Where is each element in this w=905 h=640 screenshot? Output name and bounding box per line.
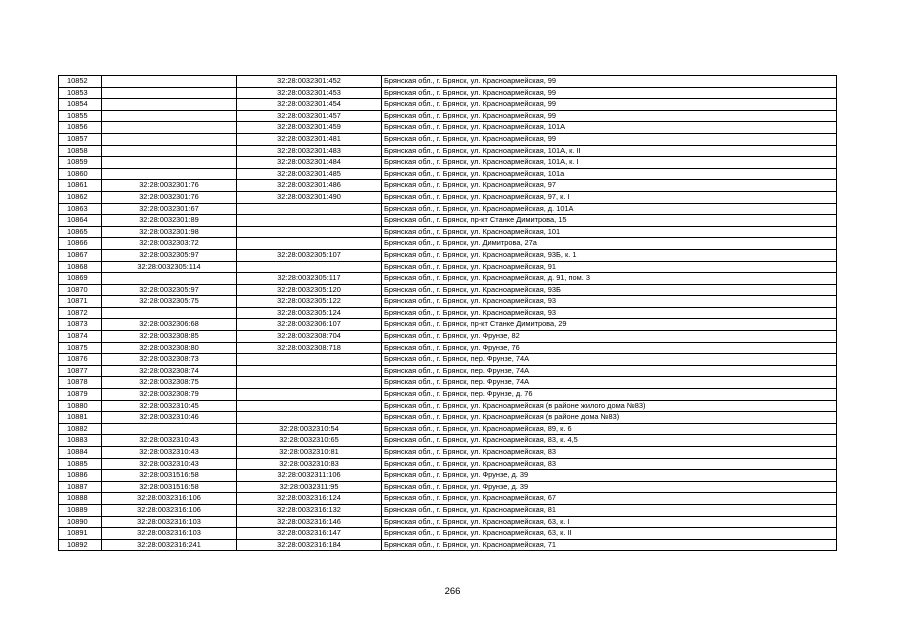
address-cell: Брянская обл., г. Брянск, ул. Димитрова, 27а: [382, 238, 837, 250]
parcel-number-cell: 32:28:0032301:76: [102, 180, 237, 192]
object-number-cell: 32:28:0032301:452: [237, 76, 382, 88]
object-number-cell: [237, 400, 382, 412]
row-number-cell: 10869: [59, 273, 102, 285]
parcel-number-cell: 32:28:0032310:43: [102, 435, 237, 447]
table-row: [59, 377, 837, 389]
parcel-number-cell: 32:28:0032305:97: [102, 284, 237, 296]
object-number-cell: [237, 261, 382, 273]
row-number-cell: 10886: [59, 470, 102, 482]
row-number-cell: 10861: [59, 180, 102, 192]
table-row: [59, 87, 837, 99]
object-number-cell: 32:28:0032311:106: [237, 470, 382, 482]
parcel-number-cell: [102, 99, 237, 111]
address-cell: Брянская обл., г. Брянск, пер. Фрунзе, 74А: [382, 354, 837, 366]
object-number-cell: 32:28:0032301:490: [237, 191, 382, 203]
row-number-cell: 10864: [59, 215, 102, 227]
row-number-cell: 10875: [59, 342, 102, 354]
address-cell: Брянская обл., г. Брянск, ул. Фрунзе, 76: [382, 342, 837, 354]
table-row: [59, 504, 837, 516]
parcel-number-cell: [102, 76, 237, 88]
row-number-cell: 10879: [59, 389, 102, 401]
parcel-number-cell: 32:28:0032316:106: [102, 504, 237, 516]
object-number-cell: 32:28:0032316:124: [237, 493, 382, 505]
address-cell: Брянская обл., г. Брянск, ул. Красноармейская (в районе жилого дома №83): [382, 400, 837, 412]
table-row: [59, 400, 837, 412]
parcel-number-cell: [102, 145, 237, 157]
table-row: [59, 157, 837, 169]
table-row: [59, 447, 837, 459]
address-cell: Брянская обл., г. Брянск, ул. Красноармейская, 93: [382, 296, 837, 308]
address-cell: Брянская обл., г. Брянск, ул. Красноармейская, 91: [382, 261, 837, 273]
table-row: [59, 99, 837, 111]
table-row: [59, 261, 837, 273]
address-cell: Брянская обл., г. Брянск, ул. Красноармейская, 71: [382, 539, 837, 551]
object-number-cell: 32:28:0032301:484: [237, 157, 382, 169]
table-row: [59, 180, 837, 192]
parcel-number-cell: 32:28:0032306:68: [102, 319, 237, 331]
address-cell: Брянская обл., г. Брянск, ул. Красноармейская, 99: [382, 87, 837, 99]
row-number-cell: 10862: [59, 191, 102, 203]
object-number-cell: [237, 412, 382, 424]
row-number-cell: 10888: [59, 493, 102, 505]
parcel-number-cell: 32:28:0032303:72: [102, 238, 237, 250]
table-row: [59, 203, 837, 215]
object-number-cell: 32:28:0032306:107: [237, 319, 382, 331]
table-row: [59, 423, 837, 435]
row-number-cell: 10890: [59, 516, 102, 528]
table-row: [59, 296, 837, 308]
object-number-cell: [237, 389, 382, 401]
address-cell: Брянская обл., г. Брянск, ул. Красноармейская, 83, к. 4,5: [382, 435, 837, 447]
object-number-cell: [237, 203, 382, 215]
row-number-cell: 10871: [59, 296, 102, 308]
row-number-cell: 10859: [59, 157, 102, 169]
table-row: [59, 76, 837, 88]
parcel-number-cell: [102, 423, 237, 435]
object-number-cell: [237, 377, 382, 389]
table-row: [59, 284, 837, 296]
object-number-cell: 32:28:0032310:83: [237, 458, 382, 470]
row-number-cell: 10872: [59, 307, 102, 319]
parcel-number-cell: 32:28:0032301:89: [102, 215, 237, 227]
registry-table: [58, 75, 837, 551]
address-cell: Брянская обл., г. Брянск, ул. Красноармейская, 101А: [382, 122, 837, 134]
registry-body: [59, 76, 837, 551]
table-row: [59, 354, 837, 366]
address-cell: Брянская обл., г. Брянск, ул. Красноармейская, 67: [382, 493, 837, 505]
object-number-cell: 32:28:0032316:146: [237, 516, 382, 528]
address-cell: Брянская обл., г. Брянск, ул. Красноармейская, 97, к. I: [382, 191, 837, 203]
parcel-number-cell: [102, 110, 237, 122]
row-number-cell: 10887: [59, 481, 102, 493]
object-number-cell: 32:28:0032316:147: [237, 528, 382, 540]
address-cell: Брянская обл., г. Брянск, ул. Фрунзе, д. 39: [382, 470, 837, 482]
object-number-cell: [237, 215, 382, 227]
parcel-number-cell: 32:28:0032305:114: [102, 261, 237, 273]
row-number-cell: 10883: [59, 435, 102, 447]
address-cell: Брянская обл., г. Брянск, ул. Красноармейская, 99: [382, 99, 837, 111]
parcel-number-cell: 32:28:0032316:106: [102, 493, 237, 505]
address-cell: Брянская обл., г. Брянск, ул. Красноармейская, 83: [382, 458, 837, 470]
object-number-cell: 32:28:0032305:117: [237, 273, 382, 285]
address-cell: Брянская обл., г. Брянск, ул. Красноармейская, 101А, к. II: [382, 145, 837, 157]
address-cell: Брянская обл., г. Брянск, ул. Красноармейская, 93: [382, 307, 837, 319]
address-cell: Брянская обл., г. Брянск, ул. Красноармейская (в районе дома №83): [382, 412, 837, 424]
table-row: [59, 168, 837, 180]
table-row: [59, 145, 837, 157]
object-number-cell: 32:28:0032305:120: [237, 284, 382, 296]
parcel-number-cell: 32:28:0032310:43: [102, 458, 237, 470]
object-number-cell: 32:28:0032301:453: [237, 87, 382, 99]
parcel-number-cell: 32:28:0032308:74: [102, 365, 237, 377]
row-number-cell: 10858: [59, 145, 102, 157]
address-cell: Брянская обл., г. Брянск, ул. Красноармейская, 63, к. I: [382, 516, 837, 528]
object-number-cell: [237, 226, 382, 238]
row-number-cell: 10878: [59, 377, 102, 389]
table-row: [59, 412, 837, 424]
address-cell: Брянская обл., г. Брянск, пер. Фрунзе, 74А: [382, 377, 837, 389]
table-row: [59, 307, 837, 319]
table-row: [59, 122, 837, 134]
parcel-number-cell: [102, 87, 237, 99]
row-number-cell: 10882: [59, 423, 102, 435]
object-number-cell: 32:28:0032301:486: [237, 180, 382, 192]
row-number-cell: 10855: [59, 110, 102, 122]
parcel-number-cell: [102, 168, 237, 180]
parcel-number-cell: 32:28:0032308:79: [102, 389, 237, 401]
parcel-number-cell: 32:28:0032316:103: [102, 528, 237, 540]
table-row: [59, 365, 837, 377]
object-number-cell: 32:28:0032301:459: [237, 122, 382, 134]
address-cell: Брянская обл., г. Брянск, ул. Красноармейская, 97: [382, 180, 837, 192]
page-number: 266: [444, 586, 461, 597]
parcel-number-cell: 32:28:0032308:85: [102, 331, 237, 343]
table-row: [59, 435, 837, 447]
row-number-cell: 10865: [59, 226, 102, 238]
table-row: [59, 249, 837, 261]
parcel-number-cell: [102, 157, 237, 169]
table-row: [59, 191, 837, 203]
address-cell: Брянская обл., г. Брянск, ул. Красноармейская, 101: [382, 226, 837, 238]
object-number-cell: 32:28:0032310:65: [237, 435, 382, 447]
parcel-number-cell: 32:28:0032305:75: [102, 296, 237, 308]
object-number-cell: 32:28:0032316:184: [237, 539, 382, 551]
address-cell: Брянская обл., г. Брянск, ул. Красноармейская, 93Б: [382, 284, 837, 296]
table-row: [59, 516, 837, 528]
table-row: [59, 133, 837, 145]
object-number-cell: 32:28:0032310:54: [237, 423, 382, 435]
row-number-cell: 10853: [59, 87, 102, 99]
row-number-cell: 10881: [59, 412, 102, 424]
address-cell: Брянская обл., г. Брянск, пр-кт Станке Димитрова, 15: [382, 215, 837, 227]
parcel-number-cell: 32:28:0032310:45: [102, 400, 237, 412]
object-number-cell: 32:28:0032301:457: [237, 110, 382, 122]
object-number-cell: 32:28:0032301:483: [237, 145, 382, 157]
row-number-cell: 10866: [59, 238, 102, 250]
table-row: [59, 331, 837, 343]
row-number-cell: 10860: [59, 168, 102, 180]
table-row: [59, 389, 837, 401]
address-cell: Брянская обл., г. Брянск, ул. Фрунзе, д. 39: [382, 481, 837, 493]
object-number-cell: [237, 238, 382, 250]
parcel-number-cell: 32:28:0032316:241: [102, 539, 237, 551]
row-number-cell: 10856: [59, 122, 102, 134]
table-row: [59, 539, 837, 551]
object-number-cell: 32:28:0032311:95: [237, 481, 382, 493]
parcel-number-cell: 32:28:0032308:73: [102, 354, 237, 366]
address-cell: Брянская обл., г. Брянск, ул. Красноармейская, д. 91, пом. 3: [382, 273, 837, 285]
row-number-cell: 10885: [59, 458, 102, 470]
parcel-number-cell: 32:28:0032308:80: [102, 342, 237, 354]
address-cell: Брянская обл., г. Брянск, ул. Красноармейская, 63, к. II: [382, 528, 837, 540]
table-row: [59, 470, 837, 482]
address-cell: Брянская обл., г. Брянск, ул. Фрунзе, 82: [382, 331, 837, 343]
parcel-number-cell: 32:28:0032310:43: [102, 447, 237, 459]
table-row: [59, 215, 837, 227]
table-row: [59, 226, 837, 238]
address-cell: Брянская обл., г. Брянск, ул. Красноармейская, д. 101А: [382, 203, 837, 215]
object-number-cell: 32:28:0032301:454: [237, 99, 382, 111]
address-cell: Брянская обл., г. Брянск, ул. Красноармейская, 101А, к. I: [382, 157, 837, 169]
row-number-cell: 10870: [59, 284, 102, 296]
table-row: [59, 273, 837, 285]
parcel-number-cell: 32:28:0032308:75: [102, 377, 237, 389]
object-number-cell: 32:28:0032308:704: [237, 331, 382, 343]
object-number-cell: 32:28:0032310:81: [237, 447, 382, 459]
table-row: [59, 319, 837, 331]
row-number-cell: 10868: [59, 261, 102, 273]
parcel-number-cell: 32:28:0031516:58: [102, 481, 237, 493]
table-row: [59, 238, 837, 250]
table-row: [59, 110, 837, 122]
row-number-cell: 10863: [59, 203, 102, 215]
parcel-number-cell: 32:28:0032310:46: [102, 412, 237, 424]
row-number-cell: 10892: [59, 539, 102, 551]
parcel-number-cell: [102, 122, 237, 134]
table-row: [59, 481, 837, 493]
row-number-cell: 10891: [59, 528, 102, 540]
row-number-cell: 10874: [59, 331, 102, 343]
table-row: [59, 528, 837, 540]
object-number-cell: [237, 365, 382, 377]
address-cell: Брянская обл., г. Брянск, ул. Красноармейская, 93Б, к. 1: [382, 249, 837, 261]
row-number-cell: 10867: [59, 249, 102, 261]
address-cell: Брянская обл., г. Брянск, ул. Красноармейская, 99: [382, 110, 837, 122]
row-number-cell: 10873: [59, 319, 102, 331]
address-cell: Брянская обл., г. Брянск, пр-кт Станке Димитрова, 29: [382, 319, 837, 331]
parcel-number-cell: 32:28:0032301:76: [102, 191, 237, 203]
row-number-cell: 10880: [59, 400, 102, 412]
row-number-cell: 10876: [59, 354, 102, 366]
address-cell: Брянская обл., г. Брянск, пер. Фрунзе, д. 76: [382, 389, 837, 401]
parcel-number-cell: 32:28:0032301:67: [102, 203, 237, 215]
address-cell: Брянская обл., г. Брянск, пер. Фрунзе, 74А: [382, 365, 837, 377]
parcel-number-cell: 32:28:0032316:103: [102, 516, 237, 528]
table-row: [59, 493, 837, 505]
object-number-cell: 32:28:0032308:718: [237, 342, 382, 354]
address-cell: Брянская обл., г. Брянск, ул. Красноармейская, 101а: [382, 168, 837, 180]
object-number-cell: 32:28:0032305:122: [237, 296, 382, 308]
row-number-cell: 10884: [59, 447, 102, 459]
address-cell: Брянская обл., г. Брянск, ул. Красноармейская, 89, к. 6: [382, 423, 837, 435]
address-cell: Брянская обл., г. Брянск, ул. Красноармейская, 99: [382, 76, 837, 88]
table-row: [59, 342, 837, 354]
object-number-cell: 32:28:0032301:485: [237, 168, 382, 180]
object-number-cell: 32:28:0032305:107: [237, 249, 382, 261]
parcel-number-cell: [102, 273, 237, 285]
parcel-number-cell: 32:28:0032301:98: [102, 226, 237, 238]
row-number-cell: 10889: [59, 504, 102, 516]
address-cell: Брянская обл., г. Брянск, ул. Красноармейская, 81: [382, 504, 837, 516]
parcel-number-cell: [102, 307, 237, 319]
row-number-cell: 10877: [59, 365, 102, 377]
address-cell: Брянская обл., г. Брянск, ул. Красноармейская, 83: [382, 447, 837, 459]
table-row: [59, 458, 837, 470]
row-number-cell: 10854: [59, 99, 102, 111]
parcel-number-cell: 32:28:0031516:58: [102, 470, 237, 482]
row-number-cell: 10857: [59, 133, 102, 145]
object-number-cell: 32:28:0032316:132: [237, 504, 382, 516]
object-number-cell: 32:28:0032301:481: [237, 133, 382, 145]
parcel-number-cell: 32:28:0032305:97: [102, 249, 237, 261]
parcel-number-cell: [102, 133, 237, 145]
row-number-cell: 10852: [59, 76, 102, 88]
object-number-cell: 32:28:0032305:124: [237, 307, 382, 319]
address-cell: Брянская обл., г. Брянск, ул. Красноармейская, 99: [382, 133, 837, 145]
object-number-cell: [237, 354, 382, 366]
